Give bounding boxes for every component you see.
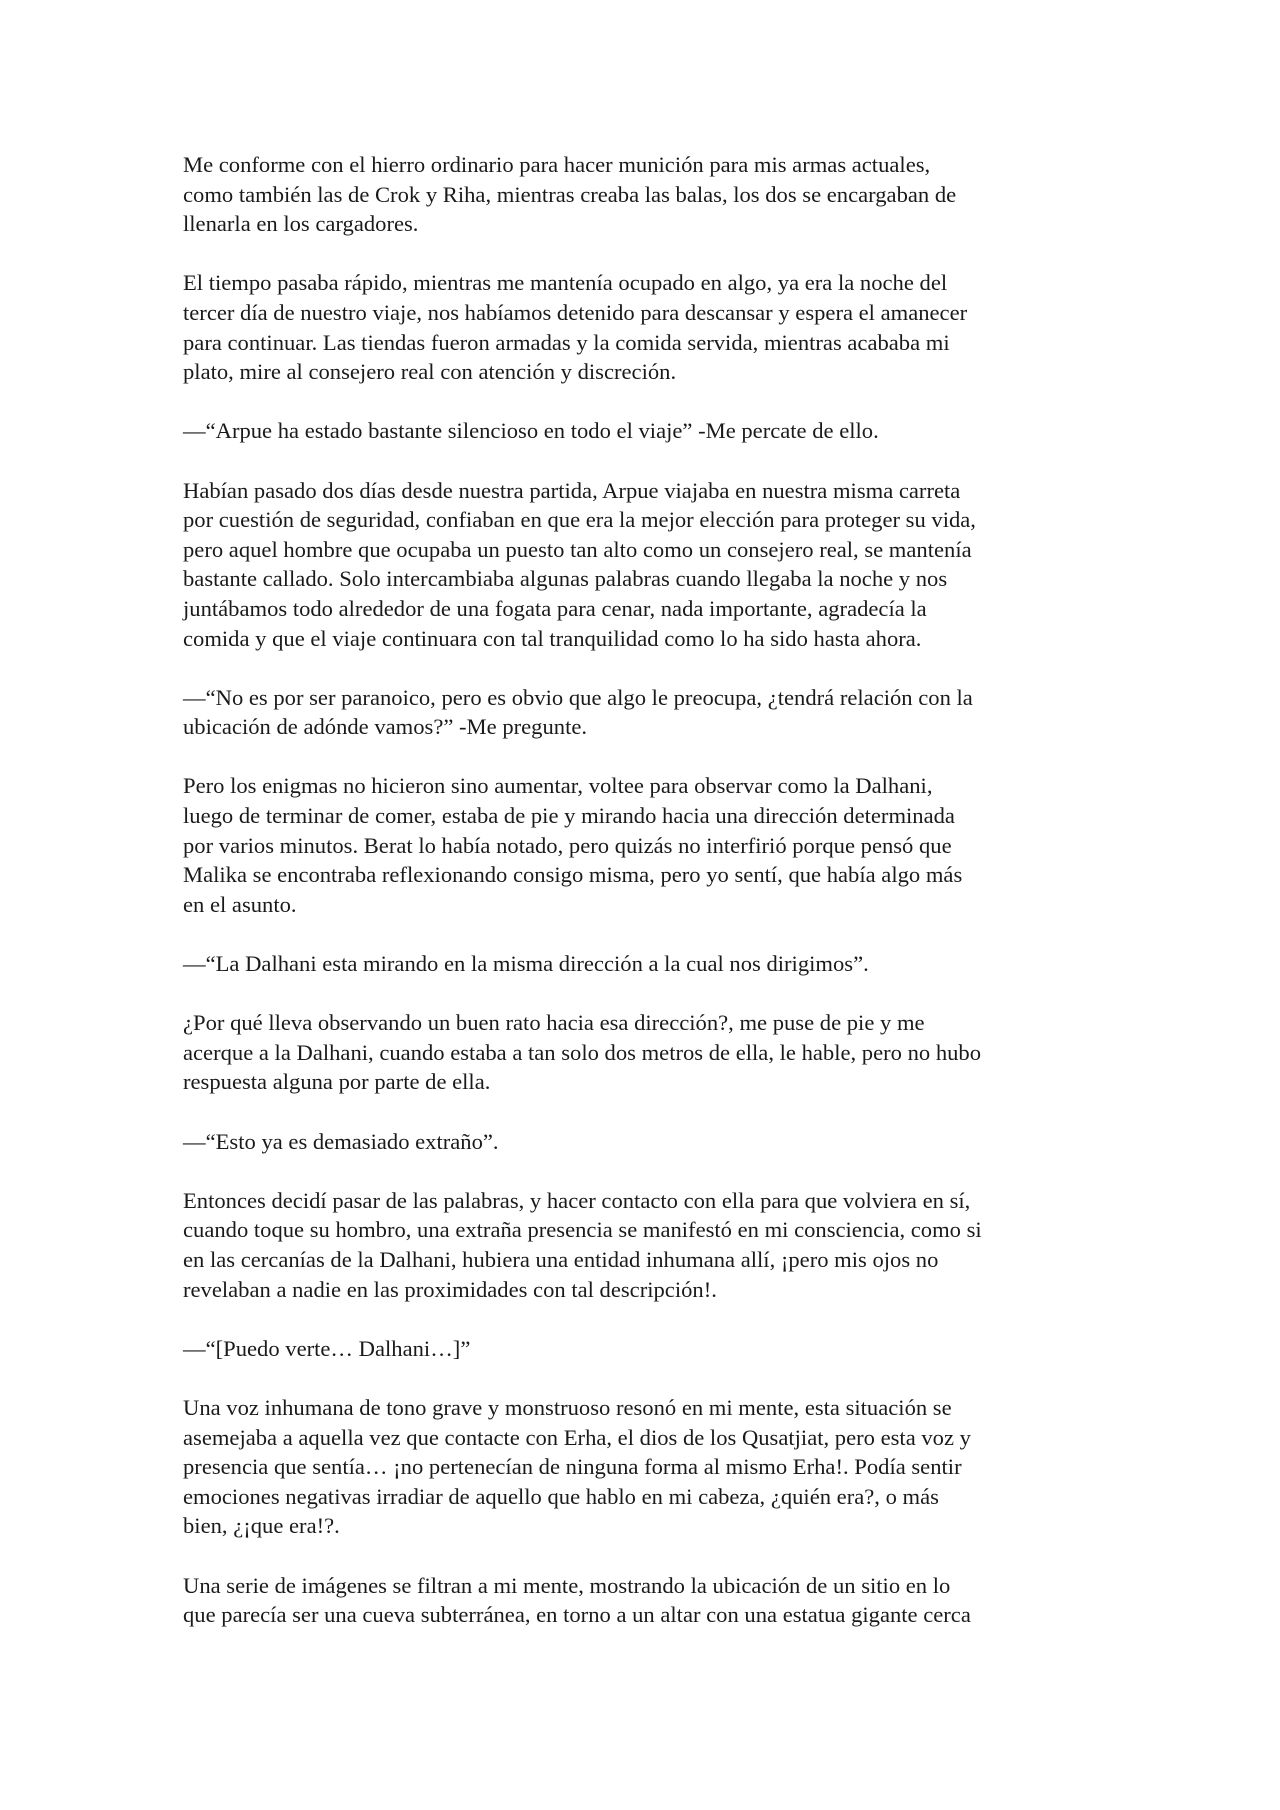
paragraph-3: —“Arpue ha estado bastante silencioso en todo el viaje” -Me percate de ello.	[183, 418, 879, 444]
paragraph-2: El tiempo pasaba rápido, mientras me mantenía ocupado en algo, ya era la noche del tercer día de nuestro viaje, nos habíamos detenido para descansar y espera el amanecer para continuar. Las tiendas fueron armadas y la comida servida, mientras acababa mi plato, mire al consejero real con atención y discreción.	[183, 270, 968, 385]
paragraph-12: Una voz inhumana de tono grave y monstruoso resonó en mi mente, esta situación se asemejaba a aquella vez que contacte con Erha, el dios de los Qusatjiat, pero esta voz y presencia que sentía… ¡no pertenecían de ninguna forma al mismo Erha!. Podía sentir emociones negativas irradiar de aquello que hablo en mi cabeza, ¿quién era?, o más bien, ¿¡que era!?.	[183, 1394, 971, 1539]
document-body	[183, 150, 1103, 1659]
paragraph-11: —“[Puedo verte… Dalhani…]”	[183, 1335, 471, 1361]
paragraph-4: Habían pasado dos días desde nuestra partida, Arpue viajaba en nuestra misma carreta por cuestión de seguridad, confiaban en que era la mejor elección para proteger su vida, pero aquel hombre que ocupaba un puesto tan alto como un consejero real, se mantenía bastante callado. Solo intercambiaba algunas palabras cuando llegaba la noche y nos juntábamos todo alrededor de una fogata para cenar, nada importante, agradecía la comida y que el viaje continuara con tal tranquilidad como lo ha sido hasta ahora.	[183, 477, 976, 651]
paragraph-1: Me conforme con el hierro ordinario para hacer munición para mis armas actuales, como también las de Crok y Riha, mientras creaba las balas, los dos se encargaban de llenarla en los cargadores.	[183, 152, 957, 237]
paragraph-9: —“Esto ya es demasiado extraño”.	[183, 1128, 499, 1154]
paragraph-10: Entonces decidí pasar de las palabras, y hacer contacto con ella para que volviera en sí, cuando toque su hombro, una extraña presencia se manifestó en mi consciencia, como si en las cercanías de la Dalhani, hubiera una entidad inhumana allí, ¡pero mis ojos no revelaban a nadie en las proximidades con tal descripción!.	[183, 1187, 982, 1302]
paragraph-6: Pero los enigmas no hicieron sino aumentar, voltee para observar como la Dalhani, luego de terminar de comer, estaba de pie y mirando hacia una dirección determinada por varios minutos. Berat lo había notado, pero quizás no interfirió porque pensó que Malika se encontraba reflexionando consigo misma, pero yo sentí, que había algo más en el asunto.	[183, 773, 963, 917]
paragraph-13: Una serie de imágenes se filtran a mi mente, mostrando la ubicación de un sitio en lo que parecía ser una cueva subterránea, en torno a un altar con una estatua gigante cerca	[183, 1572, 971, 1628]
paragraph-8: ¿Por qué lleva observando un buen rato hacia esa dirección?, me puse de pie y me acerque a la Dalhani, cuando estaba a tan solo dos metros de ella, le hable, pero no hubo respuesta alguna por parte de ella.	[183, 1010, 982, 1095]
paragraph-7: —“La Dalhani esta mirando en la misma dirección a la cual nos dirigimos”.	[183, 951, 869, 977]
paragraph-5: —“No es por ser paranoico, pero es obvio que algo le preocupa, ¿tendrá relación con la ubicación de adónde vamos?” -Me pregunte.	[183, 684, 973, 740]
